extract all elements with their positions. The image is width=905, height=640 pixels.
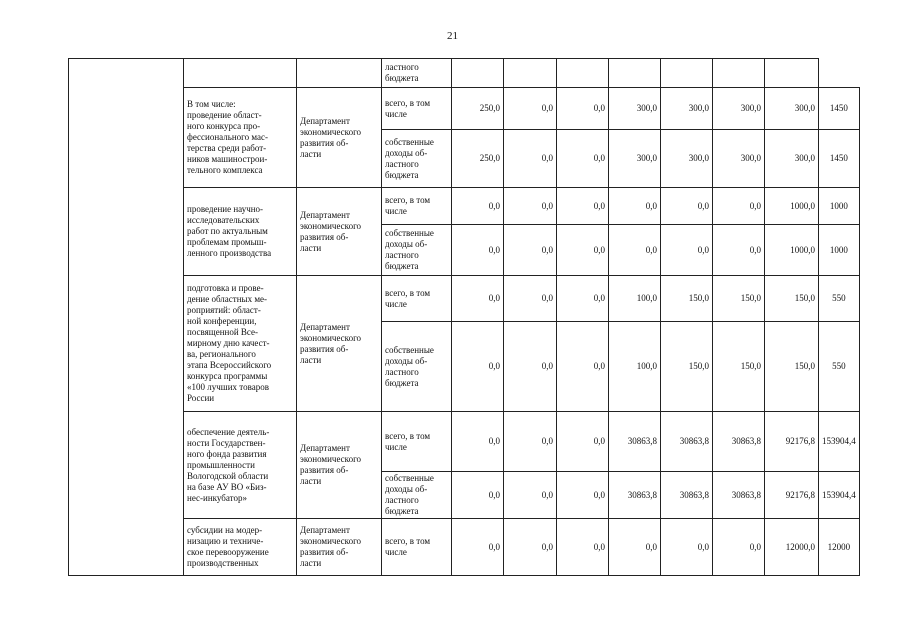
- value-cell: 0,0: [557, 472, 609, 519]
- value-cell: [609, 59, 661, 88]
- value-cell: 0,0: [504, 130, 557, 188]
- value-cell: 1000: [819, 225, 860, 276]
- value-cell: 0,0: [713, 225, 765, 276]
- value-cell: [452, 59, 504, 88]
- funding-type-cell: собственные доходы об- ластного бюджета: [382, 322, 452, 412]
- value-cell: 0,0: [452, 188, 504, 225]
- value-cell: 1450: [819, 130, 860, 188]
- value-cell: 0,0: [557, 276, 609, 322]
- value-cell: 0,0: [661, 188, 713, 225]
- value-cell: 0,0: [609, 519, 661, 576]
- value-cell: 550: [819, 276, 860, 322]
- value-cell: 0,0: [452, 225, 504, 276]
- value-cell: 0,0: [504, 412, 557, 472]
- value-cell: 92176,8: [765, 412, 819, 472]
- value-cell: 0,0: [452, 472, 504, 519]
- value-cell: 30863,8: [713, 472, 765, 519]
- value-cell: 150,0: [765, 322, 819, 412]
- department-cell: Департамент экономического развития об- ласти: [297, 412, 382, 519]
- value-cell: 1450: [819, 88, 860, 130]
- department-cell: Департамент экономического развития об- ласти: [297, 88, 382, 188]
- activity-cell: [184, 59, 297, 88]
- value-cell: 0,0: [504, 322, 557, 412]
- value-cell: 150,0: [713, 276, 765, 322]
- activity-cell: обеспечение деятель- ности Государствен- ного фонда развития промышленности Вологодской области на базе АУ ВО «Биз- нес-инкубатор»: [184, 412, 297, 519]
- page-number: 21: [447, 30, 458, 42]
- value-cell: 150,0: [713, 322, 765, 412]
- activity-cell: проведение научно- исследовательских работ по актуальным проблемам промыш- ленного производства: [184, 188, 297, 276]
- value-cell: 0,0: [557, 412, 609, 472]
- funding-type-cell: всего, в том числе: [382, 519, 452, 576]
- value-cell: 0,0: [557, 88, 609, 130]
- table-row: [69, 59, 860, 88]
- value-cell: 550: [819, 322, 860, 412]
- value-cell: 0,0: [452, 412, 504, 472]
- value-cell: 300,0: [765, 88, 819, 130]
- value-cell: 12000: [819, 519, 860, 576]
- value-cell: 0,0: [557, 322, 609, 412]
- funding-type-cell: всего, в том числе: [382, 88, 452, 130]
- value-cell: [713, 59, 765, 88]
- value-cell: 150,0: [661, 276, 713, 322]
- table-body: [69, 59, 860, 576]
- value-cell: 0,0: [713, 519, 765, 576]
- table-row: [69, 412, 860, 472]
- funding-type-cell: всего, в том числе: [382, 276, 452, 322]
- value-cell: 0,0: [452, 519, 504, 576]
- value-cell: 153904,4: [819, 472, 860, 519]
- value-cell: 0,0: [452, 322, 504, 412]
- value-cell: 0,0: [713, 188, 765, 225]
- department-cell: [297, 59, 382, 88]
- value-cell: 0,0: [609, 225, 661, 276]
- value-cell: 100,0: [609, 276, 661, 322]
- value-cell: 300,0: [609, 130, 661, 188]
- value-cell: 150,0: [661, 322, 713, 412]
- value-cell: 300,0: [661, 88, 713, 130]
- side-column-cell: [69, 59, 184, 576]
- value-cell: 12000,0: [765, 519, 819, 576]
- value-cell: [661, 59, 713, 88]
- value-cell: 0,0: [609, 188, 661, 225]
- value-cell: 100,0: [609, 322, 661, 412]
- value-cell: [557, 59, 609, 88]
- value-cell: 0,0: [557, 188, 609, 225]
- value-cell: 1000: [819, 188, 860, 225]
- value-cell: 250,0: [452, 88, 504, 130]
- value-cell: 0,0: [504, 472, 557, 519]
- value-cell: 153904,4: [819, 412, 860, 472]
- value-cell: 300,0: [609, 88, 661, 130]
- value-cell: 1000,0: [765, 225, 819, 276]
- activity-cell: подготовка и прове- дение областных ме- роприятий: област- ной конференции, посвященной Все- мирному дню качест- ва, регионального этапа Всероссийского конкурса программы «100 лучших товаров России: [184, 276, 297, 412]
- department-cell: Департамент экономического развития об- ласти: [297, 188, 382, 276]
- activity-cell: В том числе: проведение област- ного конкурса про- фессионального мас- терства среди работ- ников машинострои- тельного комплекса: [184, 88, 297, 188]
- funding-type-cell: всего, в том числе: [382, 188, 452, 225]
- value-cell: 92176,8: [765, 472, 819, 519]
- budget-table: [68, 58, 860, 576]
- value-cell: 0,0: [557, 519, 609, 576]
- value-cell: [504, 59, 557, 88]
- value-cell: 0,0: [661, 519, 713, 576]
- table-row: [69, 519, 860, 576]
- value-cell: 150,0: [765, 276, 819, 322]
- value-cell: 30863,8: [661, 412, 713, 472]
- value-cell: 300,0: [661, 130, 713, 188]
- value-cell: 0,0: [504, 88, 557, 130]
- value-cell: 30863,8: [661, 472, 713, 519]
- value-cell: [765, 59, 819, 88]
- value-cell: 300,0: [765, 130, 819, 188]
- funding-type-cell: собственные доходы об- ластного бюджета: [382, 130, 452, 188]
- value-cell: 0,0: [557, 225, 609, 276]
- table-row: [69, 276, 860, 322]
- value-cell: 30863,8: [713, 412, 765, 472]
- funding-type-cell: ластного бюджета: [382, 59, 452, 88]
- funding-type-cell: собственные доходы об- ластного бюджета: [382, 225, 452, 276]
- activity-cell: субсидии на модер- низацию и техниче- ское перевооружение производственных: [184, 519, 297, 576]
- value-cell: 0,0: [504, 188, 557, 225]
- funding-type-cell: всего, в том числе: [382, 412, 452, 472]
- value-cell: 300,0: [713, 88, 765, 130]
- value-cell: 300,0: [713, 130, 765, 188]
- department-cell: Департамент экономического развития об- ласти: [297, 276, 382, 412]
- value-cell: 0,0: [504, 276, 557, 322]
- value-cell: 0,0: [504, 225, 557, 276]
- value-cell: 0,0: [504, 519, 557, 576]
- value-cell: 0,0: [661, 225, 713, 276]
- value-cell: 1000,0: [765, 188, 819, 225]
- funding-type-cell: собственные доходы об- ластного бюджета: [382, 472, 452, 519]
- table-row: [69, 188, 860, 225]
- value-cell: 250,0: [452, 130, 504, 188]
- value-cell: 30863,8: [609, 412, 661, 472]
- value-cell: 30863,8: [609, 472, 661, 519]
- value-cell: 0,0: [557, 130, 609, 188]
- table-row: [69, 88, 860, 130]
- department-cell: Департамент экономического развития об- ласти: [297, 519, 382, 576]
- value-cell: 0,0: [452, 276, 504, 322]
